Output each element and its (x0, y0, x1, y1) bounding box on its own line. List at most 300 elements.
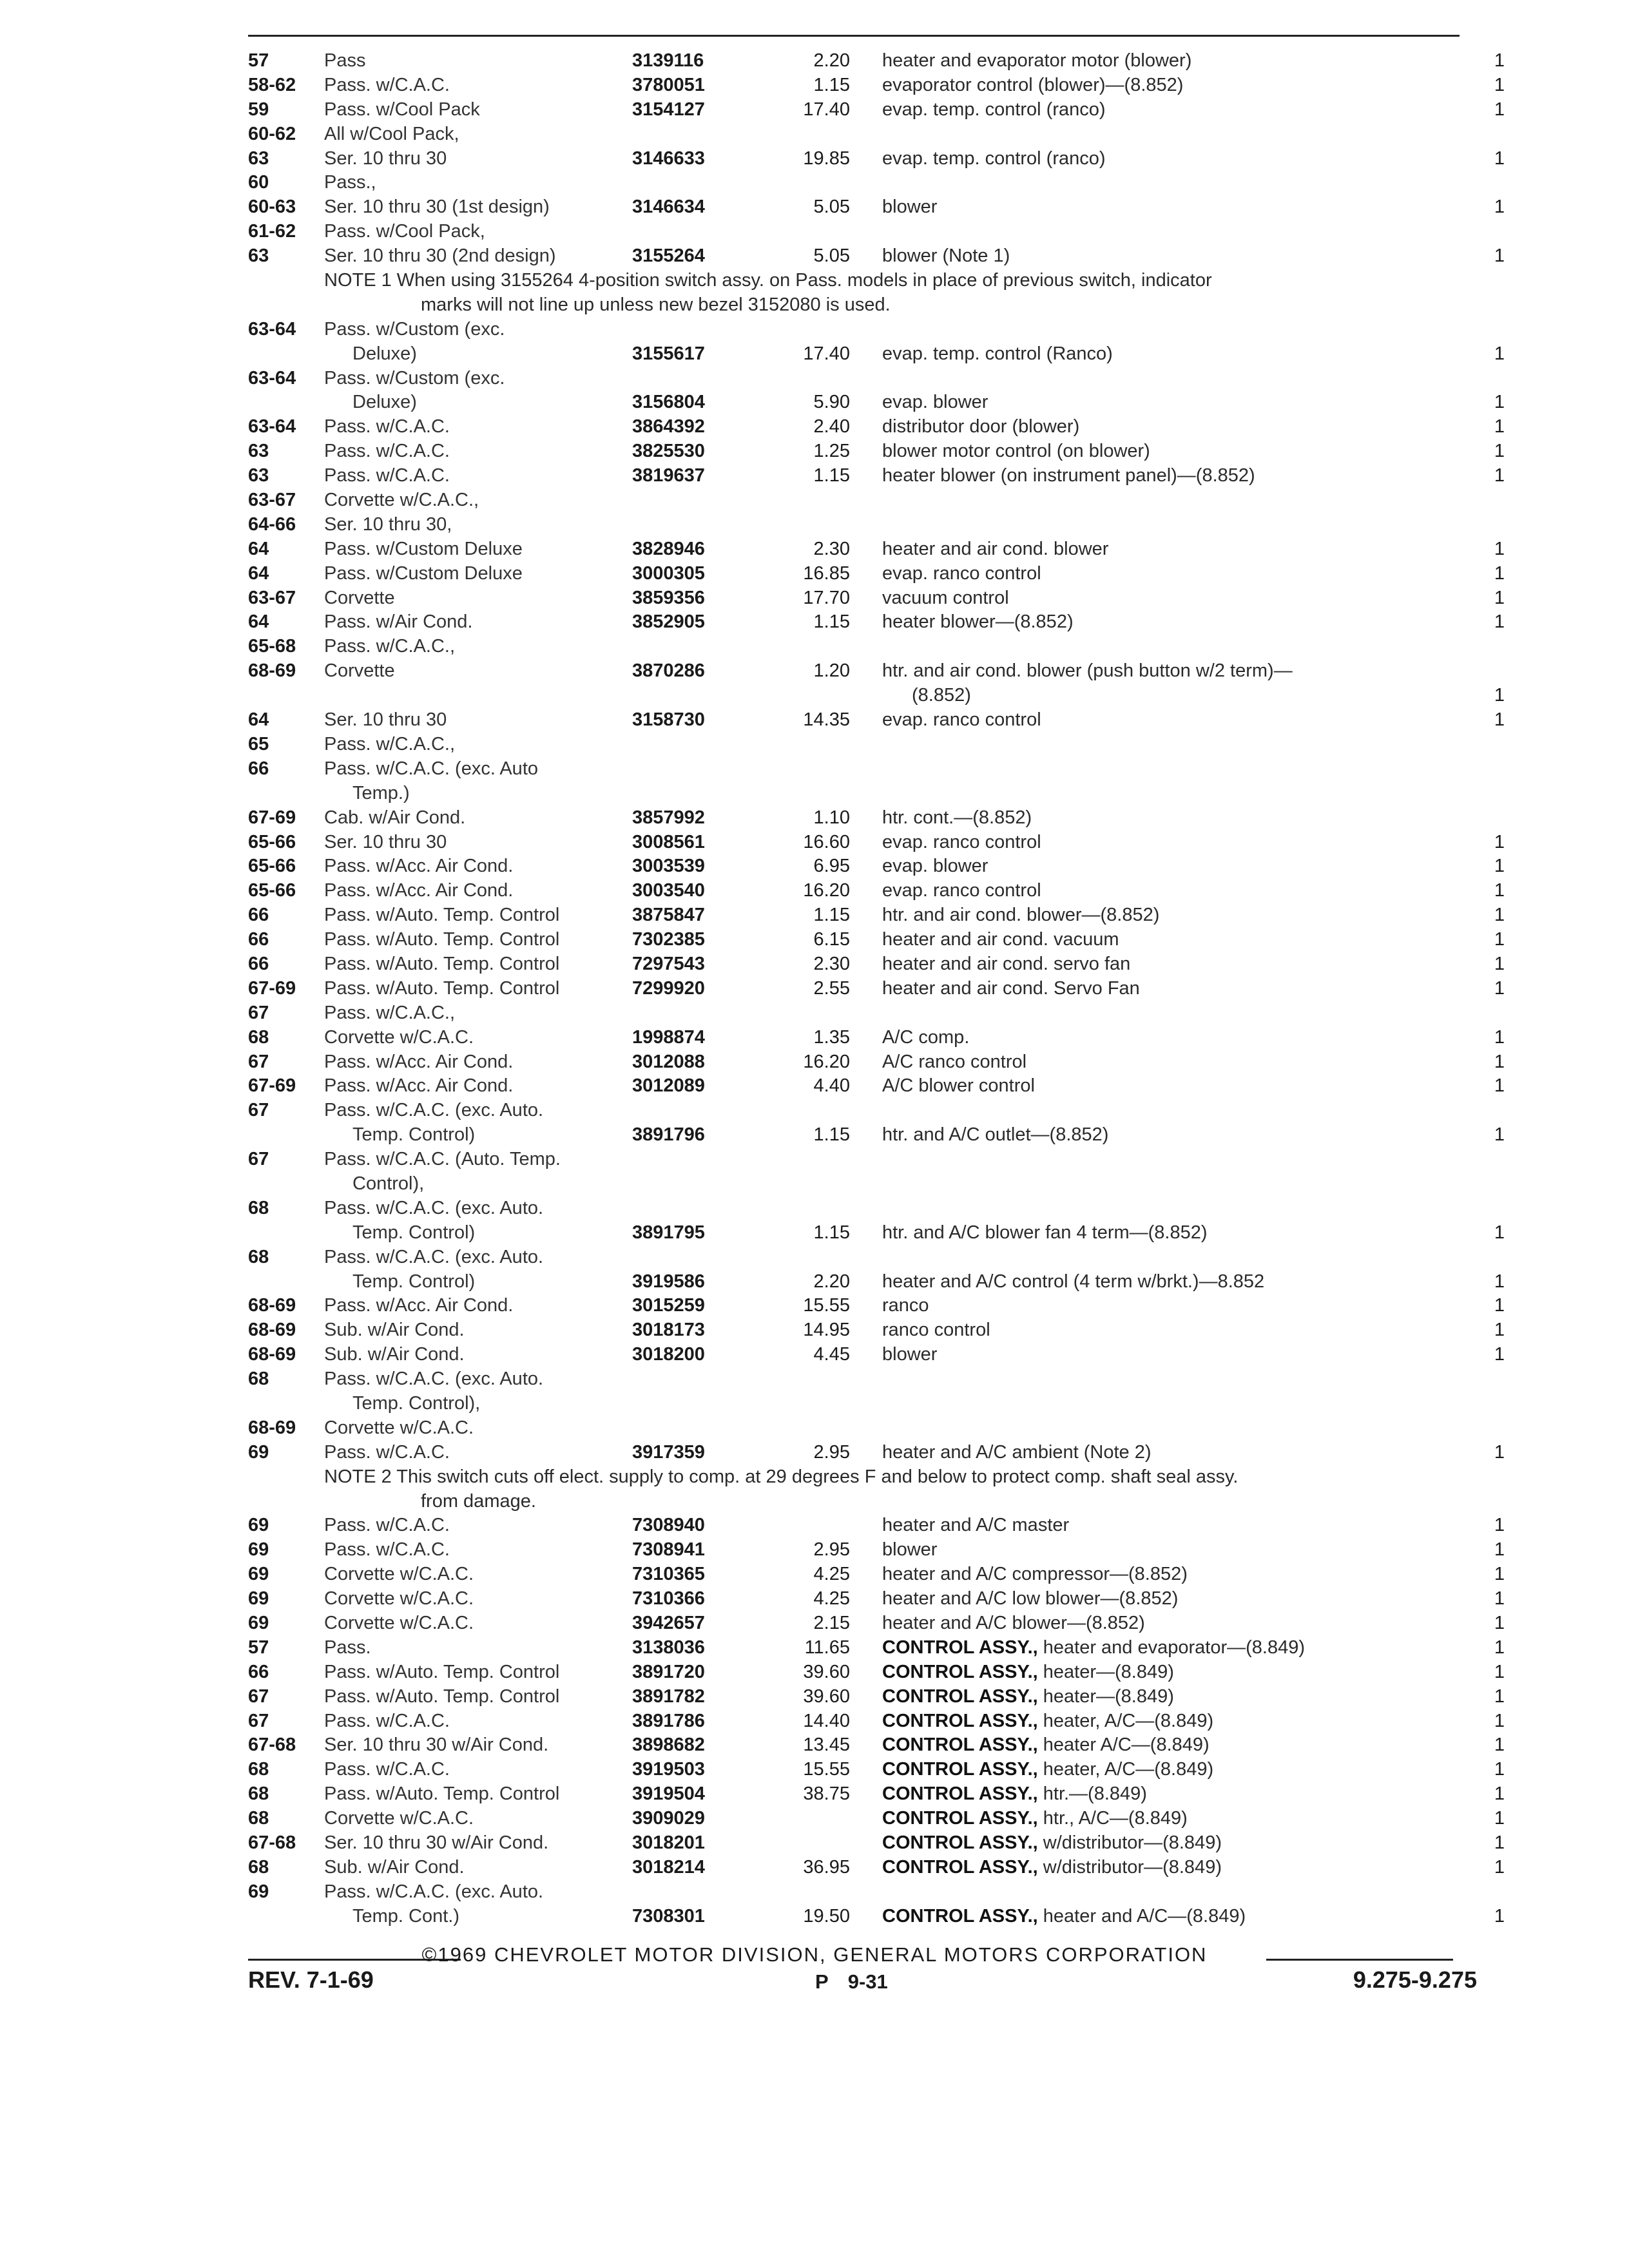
model-year: 68 (248, 1246, 269, 1267)
application: Pass. (324, 1637, 371, 1658)
model-year: 57 (248, 50, 269, 71)
application: Temp. Cont.) (352, 1905, 459, 1927)
quantity: 1 (1494, 245, 1505, 267)
application: Ser. 10 thru 30 (324, 148, 447, 169)
application: Pass. w/C.A.C. (exc. Auto. (324, 1881, 544, 1902)
model-year: 63-64 (248, 416, 296, 437)
price: 15.55 (803, 1295, 850, 1316)
list-item (248, 1001, 1505, 1026)
model-year: 67 (248, 1149, 269, 1170)
application: Deluxe) (352, 343, 417, 364)
list-item (248, 782, 1505, 806)
model-year: 63 (248, 245, 269, 267)
part-number: 3909029 (632, 1808, 705, 1829)
note-text: marks will not line up unless new bezel 3152080 is used. (421, 294, 891, 315)
quantity: 1 (1494, 1124, 1505, 1146)
application: Pass. w/C.A.C. (324, 1539, 450, 1561)
application: Temp. Control) (352, 1271, 476, 1292)
description-text: heater and air cond. vacuum (882, 929, 1119, 950)
footer-copyright: ©1969 CHEVROLET MOTOR DIVISION, GENERAL MOTORS CORPORATION (421, 1943, 1208, 1966)
model-year: 66 (248, 905, 269, 926)
price: 15.55 (803, 1759, 850, 1780)
part-number: 3898682 (632, 1735, 705, 1756)
application: Temp. Control) (352, 1222, 476, 1243)
model-year: 68-69 (248, 660, 296, 682)
quantity: 1 (1494, 1295, 1505, 1316)
part-number: 3000305 (632, 562, 705, 584)
part-number: 3003539 (632, 856, 705, 877)
description (882, 1294, 929, 1318)
price: 16.20 (803, 880, 850, 901)
part-number: 3003540 (632, 880, 705, 901)
list-item (248, 1782, 1505, 1807)
description-text: heater and air cond. Servo Fan (882, 977, 1140, 999)
part-number: 3155617 (632, 343, 705, 364)
application: Pass. w/Acc. Air Cond. (324, 1051, 514, 1072)
description (882, 903, 1159, 928)
quantity: 1 (1494, 74, 1505, 95)
description (882, 1831, 1222, 1856)
description-bold: CONTROL ASSY., (882, 1783, 1038, 1805)
quantity: 1 (1494, 929, 1505, 950)
description (882, 1856, 1222, 1880)
model-year: 63 (248, 441, 269, 462)
application: Sub. w/Air Cond. (324, 1856, 465, 1878)
quantity: 1 (1494, 1808, 1505, 1829)
list-item (248, 1148, 1505, 1172)
description-bold: CONTROL ASSY., (882, 1759, 1038, 1780)
price: 1.15 (813, 611, 850, 633)
description-text: blower (882, 1539, 938, 1561)
description-text: A/C blower control (882, 1075, 1035, 1097)
list-item (248, 1392, 1505, 1416)
list-item (248, 684, 1505, 708)
application: Sub. w/Air Cond. (324, 1320, 465, 1341)
part-number: 7308301 (632, 1905, 705, 1927)
model-year: 66 (248, 1661, 269, 1682)
application: Pass. w/C.A.C. (324, 416, 450, 437)
list-item (248, 195, 1505, 220)
price: 38.75 (803, 1783, 850, 1805)
application: Pass. w/Air Cond. (324, 611, 473, 633)
application: Corvette w/C.A.C. (324, 1588, 474, 1610)
description (882, 1733, 1210, 1758)
application: Pass. w/Auto. Temp. Control (324, 1783, 560, 1805)
model-year: 68 (248, 1783, 269, 1805)
model-year: 58-62 (248, 74, 296, 95)
part-number: 7310365 (632, 1564, 705, 1585)
application: Pass. w/Auto. Temp. Control (324, 1661, 560, 1682)
application: Pass. w/C.A.C. (exc. Auto. (324, 1246, 544, 1267)
price: 1.25 (813, 441, 850, 462)
description-bold: CONTROL ASSY., (882, 1686, 1038, 1707)
price: 2.20 (813, 50, 850, 71)
part-number: 7310366 (632, 1588, 705, 1610)
application: Pass. w/C.A.C. (324, 1441, 450, 1463)
description-text: htr. and air cond. blower (push button w/2 term)— (882, 660, 1293, 682)
description (882, 73, 1183, 98)
list-item (248, 390, 1505, 415)
list-item (248, 806, 1505, 831)
price: 2.95 (813, 1539, 850, 1561)
description (882, 1807, 1188, 1831)
part-number: 3012088 (632, 1051, 705, 1072)
quantity: 1 (1494, 1661, 1505, 1682)
description (882, 562, 1041, 586)
description-text: blower motor control (on blower) (882, 441, 1150, 462)
description (882, 1587, 1178, 1611)
list-item (248, 1831, 1505, 1856)
description-text: heater, A/C—(8.849) (1037, 1759, 1214, 1780)
description (882, 1221, 1208, 1245)
description-text: w/distributor—(8.849) (1037, 1832, 1222, 1854)
list-item (248, 1172, 1505, 1196)
model-year: 68-69 (248, 1417, 296, 1438)
application: All w/Cool Pack, (324, 123, 459, 144)
description-text: heater and A/C compressor—(8.852) (882, 1564, 1188, 1585)
description-text: (8.852) (912, 685, 971, 706)
description (882, 195, 937, 220)
quantity: 1 (1494, 1856, 1505, 1878)
model-year: 67-68 (248, 1735, 296, 1756)
list-item (248, 977, 1505, 1001)
model-year: 68 (248, 1026, 269, 1048)
price: 2.30 (813, 953, 850, 974)
list-item (248, 1367, 1505, 1392)
application: Pass. w/C.A.C., (324, 636, 456, 657)
model-year: 66 (248, 758, 269, 779)
description-bold: CONTROL ASSY., (882, 1735, 1038, 1756)
quantity: 1 (1494, 1710, 1505, 1731)
note-text: NOTE 2 This switch cuts off elect. supply to comp. at 29 degrees F and below to protect comp. shaft seal assy. (324, 1466, 1239, 1487)
description (882, 537, 1108, 562)
description (882, 1074, 1035, 1099)
part-number: 3018201 (632, 1832, 705, 1854)
quantity: 1 (1494, 685, 1505, 706)
application: Temp.) (352, 782, 410, 803)
description-text: evap. ranco control (882, 831, 1041, 852)
price: 14.95 (803, 1320, 850, 1341)
application: Ser. 10 thru 30 (324, 831, 447, 852)
part-number: 3919586 (632, 1271, 705, 1292)
description (882, 244, 1010, 269)
quantity: 1 (1494, 197, 1505, 218)
application: Pass. w/Cool Pack, (324, 221, 485, 242)
part-number: 3156804 (632, 392, 705, 413)
model-year: 67 (248, 1686, 269, 1707)
price: 4.45 (813, 1344, 850, 1365)
application: Pass. w/Auto. Temp. Control (324, 953, 560, 974)
application: Pass. w/Acc. Air Cond. (324, 880, 514, 901)
description (882, 928, 1119, 952)
list-item (248, 1123, 1505, 1148)
description-text: ranco control (882, 1320, 990, 1341)
description-text: heater and A/C ambient (Note 2) (882, 1441, 1152, 1463)
part-number: 3870286 (632, 660, 705, 682)
list-item (248, 610, 1505, 635)
list-item (248, 1587, 1505, 1611)
description-text: blower (Note 1) (882, 245, 1010, 267)
application: Sub. w/Air Cond. (324, 1344, 465, 1365)
list-item (248, 733, 1505, 757)
application: Corvette w/C.A.C. (324, 1613, 474, 1633)
description (882, 1514, 1069, 1538)
model-year: 60-63 (248, 197, 296, 218)
part-number: 3891795 (632, 1222, 705, 1243)
part-number: 3891782 (632, 1686, 705, 1707)
model-year: 63 (248, 148, 269, 169)
description (882, 98, 1106, 122)
list-item (248, 220, 1505, 244)
description (882, 1709, 1213, 1734)
model-year: 67 (248, 1051, 269, 1072)
part-number: 3018173 (632, 1320, 705, 1341)
list-item (248, 1245, 1505, 1270)
model-year: 68 (248, 1759, 269, 1780)
list-item (248, 415, 1505, 439)
description (882, 1050, 1027, 1075)
list-item (248, 1733, 1505, 1758)
quantity: 1 (1494, 1539, 1505, 1561)
part-number: 3859356 (632, 587, 705, 608)
model-year: 68 (248, 1856, 269, 1878)
application: Pass. w/Custom (exc. (324, 367, 505, 389)
price: 2.55 (813, 977, 850, 999)
description-text: heater—(8.849) (1037, 1661, 1174, 1682)
application: Corvette w/C.A.C. (324, 1026, 474, 1048)
model-year: 65-66 (248, 856, 296, 877)
description (882, 464, 1255, 488)
description (882, 390, 988, 415)
application: Cab. w/Air Cond. (324, 807, 466, 828)
description-text: heater and evaporator motor (blower) (882, 50, 1192, 71)
parts-list (248, 49, 1505, 1929)
application: Pass. w/C.A.C. (324, 1515, 450, 1536)
model-year: 69 (248, 1441, 269, 1463)
list-item (248, 1074, 1505, 1099)
model-year: 68 (248, 1197, 269, 1218)
price: 13.45 (803, 1735, 850, 1756)
note-text: from damage. (421, 1490, 536, 1512)
quantity: 1 (1494, 880, 1505, 901)
model-year: 67 (248, 1100, 269, 1121)
list-item (248, 269, 1505, 293)
price: 1.20 (813, 660, 850, 682)
price: 16.85 (803, 562, 850, 584)
description-text: w/distributor—(8.849) (1037, 1856, 1222, 1878)
model-year: 64-66 (248, 514, 296, 535)
list-item (248, 244, 1505, 269)
application: Pass. w/Custom Deluxe (324, 538, 523, 559)
description-bold: CONTROL ASSY., (882, 1832, 1038, 1854)
part-number: 7302385 (632, 929, 705, 950)
application: Pass. w/Acc. Air Cond. (324, 1295, 514, 1316)
application: Ser. 10 thru 30 w/Air Cond. (324, 1832, 549, 1854)
list-item (248, 1562, 1505, 1587)
quantity: 1 (1494, 1515, 1505, 1536)
description (882, 831, 1041, 855)
list-item (248, 1490, 1505, 1514)
description-text: evap. ranco control (882, 562, 1041, 584)
description-text: blower (882, 1344, 938, 1365)
application: Pass. w/Cool Pack (324, 99, 480, 120)
list-item (248, 318, 1505, 342)
list-item (248, 98, 1505, 122)
quantity: 1 (1494, 709, 1505, 731)
description-text: blower (882, 197, 938, 218)
price: 2.15 (813, 1613, 850, 1633)
top-rule (248, 35, 1460, 37)
model-year: 68-69 (248, 1344, 296, 1365)
model-year: 65-66 (248, 831, 296, 852)
list-item (248, 879, 1505, 903)
list-item (248, 122, 1505, 147)
application: Corvette (324, 660, 395, 682)
list-item (248, 439, 1505, 464)
quantity: 1 (1494, 1588, 1505, 1610)
description (882, 854, 988, 879)
price: 2.40 (813, 416, 850, 437)
model-year: 67-68 (248, 1832, 296, 1854)
model-year: 69 (248, 1588, 269, 1610)
application: Pass. w/C.A.C. (324, 465, 450, 486)
part-number: 7308940 (632, 1515, 705, 1536)
description-bold: CONTROL ASSY., (882, 1808, 1038, 1829)
description-bold: CONTROL ASSY., (882, 1637, 1038, 1658)
application: Pass (324, 50, 366, 71)
quantity: 1 (1494, 1832, 1505, 1854)
list-item (248, 147, 1505, 171)
price: 5.90 (813, 392, 850, 413)
price: 1.15 (813, 905, 850, 926)
list-item (248, 1709, 1505, 1734)
list-item (248, 1026, 1505, 1050)
part-number: 3155264 (632, 245, 705, 267)
list-item (248, 708, 1505, 733)
part-number: 3891786 (632, 1710, 705, 1731)
list-item (248, 513, 1505, 537)
application: Corvette (324, 587, 395, 608)
quantity: 1 (1494, 416, 1505, 437)
list-item (248, 952, 1505, 977)
list-item (248, 1636, 1505, 1660)
list-item (248, 757, 1505, 782)
price: 5.05 (813, 245, 850, 267)
part-number: 3864392 (632, 416, 705, 437)
description-text: ranco (882, 1295, 929, 1316)
part-number: 3158730 (632, 709, 705, 731)
description-text: heater and A/C master (882, 1515, 1070, 1536)
list-item (248, 1318, 1505, 1343)
description (882, 415, 1079, 439)
list-item (248, 1807, 1505, 1831)
application: Ser. 10 thru 30 (1st design) (324, 197, 550, 218)
model-year: 63-67 (248, 490, 296, 511)
part-number: 3154127 (632, 99, 705, 120)
part-number: 3012089 (632, 1075, 705, 1097)
price: 1.15 (813, 1222, 850, 1243)
quantity: 1 (1494, 977, 1505, 999)
list-item (248, 1905, 1505, 1929)
model-year: 68 (248, 1369, 269, 1390)
description-text: htr.—(8.849) (1037, 1783, 1147, 1805)
description-text: heater and A/C control (4 term w/brkt.)—8.852 (882, 1271, 1265, 1292)
price: 39.60 (803, 1661, 850, 1682)
part-number: 3139116 (632, 50, 704, 71)
model-year: 68 (248, 1808, 269, 1829)
application: Pass. w/C.A.C., (324, 1002, 456, 1023)
description-text: vacuum control (882, 587, 1009, 608)
application: Pass. w/C.A.C. (exc. Auto. (324, 1369, 544, 1390)
revision-date: REV. 7-1-69 (248, 1966, 374, 1993)
description (882, 1123, 1108, 1148)
price: 19.85 (803, 148, 850, 169)
application: Pass. w/C.A.C., (324, 733, 456, 754)
list-item (248, 171, 1505, 195)
part-number: 7308941 (632, 1539, 705, 1561)
quantity: 1 (1494, 1026, 1505, 1048)
description (882, 879, 1041, 903)
description (882, 342, 1113, 367)
model-year: 64 (248, 562, 269, 584)
quantity: 1 (1494, 1686, 1505, 1707)
list-item (248, 659, 1505, 684)
quantity: 1 (1494, 465, 1505, 486)
price: 2.30 (813, 538, 850, 559)
description (882, 1905, 1246, 1929)
price: 2.20 (813, 1271, 850, 1292)
description-text: evap. ranco control (882, 709, 1041, 731)
description-bold: CONTROL ASSY., (882, 1661, 1038, 1682)
model-year: 61-62 (248, 221, 296, 242)
application: Pass., (324, 172, 376, 193)
description (882, 1343, 937, 1367)
description (882, 1685, 1174, 1709)
footer-rule-right (1266, 1959, 1453, 1961)
application: Pass. w/Acc. Air Cond. (324, 856, 514, 877)
model-year: 63 (248, 465, 269, 486)
description (882, 49, 1191, 73)
list-item (248, 1441, 1505, 1465)
description-text: A/C ranco control (882, 1051, 1027, 1072)
quantity: 1 (1494, 148, 1505, 169)
description-text: heater A/C—(8.849) (1037, 1735, 1210, 1756)
quantity: 1 (1494, 1051, 1505, 1072)
description (882, 1611, 1145, 1636)
part-number: 3828946 (632, 538, 705, 559)
part-number: 3891796 (632, 1124, 705, 1146)
quantity: 1 (1494, 905, 1505, 926)
part-number: 1998874 (632, 1026, 705, 1048)
description (882, 1441, 1152, 1465)
quantity: 1 (1494, 441, 1505, 462)
price: 4.25 (813, 1564, 850, 1585)
model-year: 64 (248, 611, 269, 633)
quantity: 1 (1494, 1441, 1505, 1463)
price: 36.95 (803, 1856, 850, 1878)
list-item (248, 73, 1505, 98)
part-number: 3852905 (632, 611, 705, 633)
description (882, 1026, 969, 1050)
description-text: evap. temp. control (Ranco) (882, 343, 1113, 364)
description (882, 977, 1140, 1001)
model-year: 65 (248, 733, 269, 754)
price: 17.70 (803, 587, 850, 608)
quantity: 1 (1494, 1222, 1505, 1243)
description-text: evap. ranco control (882, 880, 1041, 901)
description-text: distributor door (blower) (882, 416, 1080, 437)
description-text: heater and A/C low blower—(8.852) (882, 1588, 1179, 1610)
